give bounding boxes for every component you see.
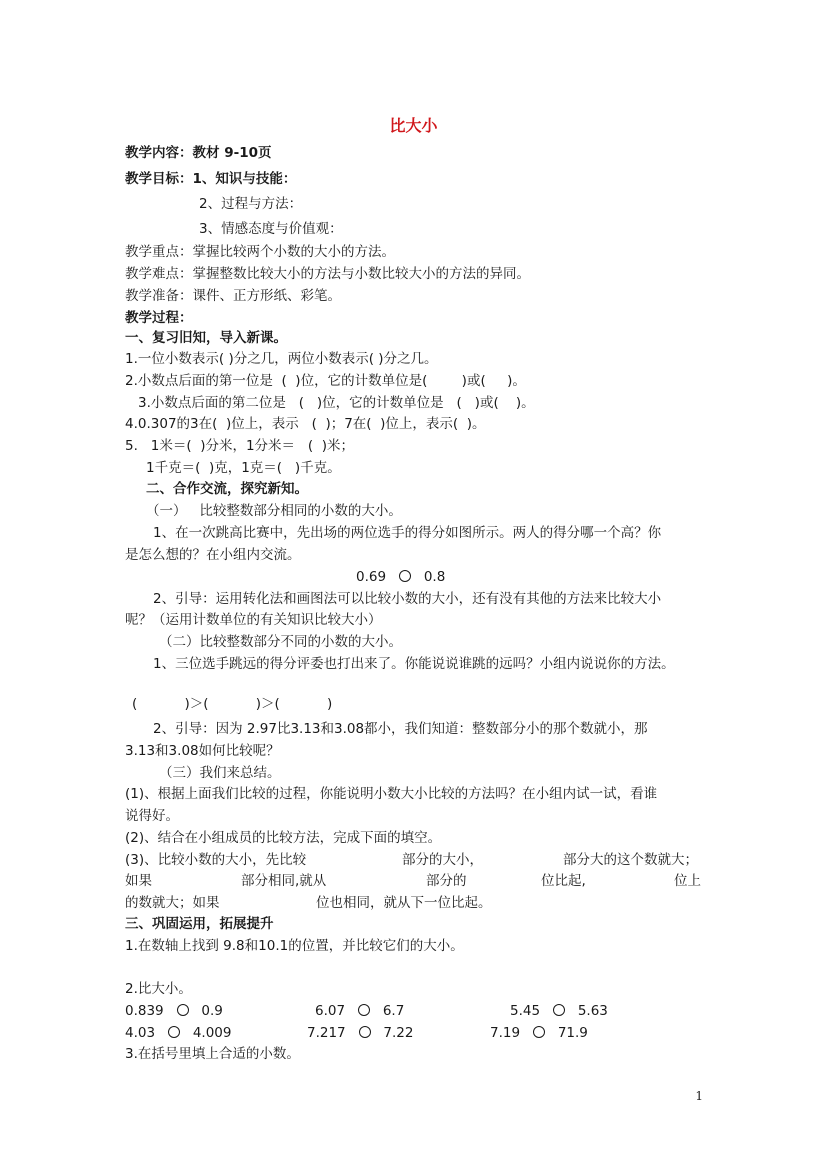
compare-item: 7.19 71.9 <box>490 1025 588 1041</box>
review-q4: 4.0.307的3在( )位上，表示 ( )；7在( )位上，表示( )。 <box>125 416 486 432</box>
part1-text: 1、在一次跳高比赛中，先出场的两位选手的得分如图所示。两人的得分哪一个高？你 <box>153 525 662 541</box>
guide-text-cont: 呢？（运用计数单位的有关知识比较大小） <box>125 612 382 628</box>
section2-heading: 二、合作交流，探究新知。 <box>146 481 308 497</box>
compare-right: 0.8 <box>423 569 446 585</box>
process-heading: 教学过程： <box>125 310 193 326</box>
difficulty: 教学难点：掌握整数比较大小的方法与小数比较大小的方法的异同。 <box>125 266 530 282</box>
review-q1: 1.一位小数表示( )分之几，两位小数表示( )分之几。 <box>125 351 438 367</box>
summary-3a-2: 部分的大小， <box>402 852 483 868</box>
compare-item: 5.45 5.63 <box>510 1003 608 1019</box>
part3-heading: （三）我们来总结。 <box>159 765 281 781</box>
section3-heading: 三、巩固运用，拓展提升 <box>125 916 274 932</box>
summary-3b-5: 位上 <box>674 873 701 889</box>
goal-2: 2、过程与方法： <box>199 196 303 212</box>
review-q3: 3.小数点后面的第二位是 ( )位，它的计数单位是 ( )或( )。 <box>138 395 535 411</box>
summary-1-cont: 说得好。 <box>125 808 179 824</box>
review-q5b: 1千克＝( )克，1克＝( )千克。 <box>146 460 341 476</box>
preparation: 教学准备：课件、正方形纸、彩笔。 <box>125 288 341 304</box>
order-blanks: ( )＞( )＞( ) <box>132 696 333 712</box>
compare-item: 6.07 6.7 <box>315 1003 405 1019</box>
compare-item: 0.839 0.9 <box>125 1003 223 1019</box>
compare-circle-icon <box>359 1026 371 1038</box>
summary-3b-1: 如果 <box>125 873 152 889</box>
compare-circle-icon <box>399 570 411 582</box>
compare-circle-icon <box>168 1026 180 1038</box>
content-line: 教学内容：教材 9-10页 <box>125 145 272 161</box>
guide2-text-cont: 3.13和3.08如何比较呢？ <box>125 743 280 759</box>
summary-3b-2: 部分相同,就从 <box>241 873 327 889</box>
compare-circle-icon <box>533 1026 545 1038</box>
summary-3b-4: 位比起, <box>541 873 586 889</box>
guide2-text: 2、引导：因为 2.97比3.13和3.08都小，我们知道：整数部分小的那个数就小，那 <box>153 721 648 737</box>
compare-left: 0.69 <box>356 569 387 585</box>
review-q5: 5. 1米＝( )分米，1分米＝ ( )米； <box>125 438 355 454</box>
part2-heading: （二）比较整数部分不同的小数的大小。 <box>159 634 402 650</box>
summary-3c-2: 位也相同，就从下一位比起。 <box>316 895 492 911</box>
page-number: 1 <box>695 1089 703 1103</box>
guide-text: 2、引导：运用转化法和画图法可以比较小数的大小，还有没有其他的方法来比较大小 <box>153 591 662 607</box>
summary-3a-3: 部分大的这个数就大； <box>563 852 698 868</box>
exercise-3: 3.在括号里填上合适的小数。 <box>125 1046 300 1062</box>
exercise-1: 1.在数轴上找到 9.8和10.1的位置，并比较它们的大小。 <box>125 938 464 954</box>
page-title: 比大小 <box>389 116 438 135</box>
goals-line: 教学目标：1、知识与技能： <box>125 171 297 187</box>
compare-circle-icon <box>177 1004 189 1016</box>
summary-3b-3: 部分的 <box>426 873 467 889</box>
compare-item: 7.217 7.22 <box>307 1025 414 1041</box>
summary-2: (2)、结合在小组成员的比较方法，完成下面的填空。 <box>125 830 442 846</box>
summary-1: (1)、根据上面我们比较的过程，你能说明小数大小比较的方法吗？在小组内试一试，看谁 <box>125 786 658 802</box>
summary-3a-1: (3)、比较小数的大小，先比较 <box>125 852 307 868</box>
compare-item: 4.03 4.009 <box>125 1025 232 1041</box>
summary-3c-1: 的数就大；如果 <box>125 895 220 911</box>
compare-0.69-0.8 <box>356 567 445 587</box>
part1-text-cont: 是怎么想的？在小组内交流。 <box>125 547 301 563</box>
part2-text: 1、三位选手跳远的得分评委也打出来了。你能说说谁跳的远吗？小组内说说你的方法。 <box>153 656 675 672</box>
key-points: 教学重点：掌握比较两个小数的大小的方法。 <box>125 244 395 260</box>
section1-heading: 一、复习旧知，导入新课。 <box>125 330 287 346</box>
part1-heading: （一） 比较整数部分相同的小数的大小。 <box>146 503 402 519</box>
compare-circle-icon <box>553 1004 565 1016</box>
review-q2: 2.小数点后面的第一位是 ( )位，它的计数单位是( )或( )。 <box>125 373 526 389</box>
compare-circle-icon <box>358 1004 370 1016</box>
exercise-2: 2.比大小。 <box>125 981 192 997</box>
goal-3: 3、情感态度与价值观： <box>199 221 343 237</box>
